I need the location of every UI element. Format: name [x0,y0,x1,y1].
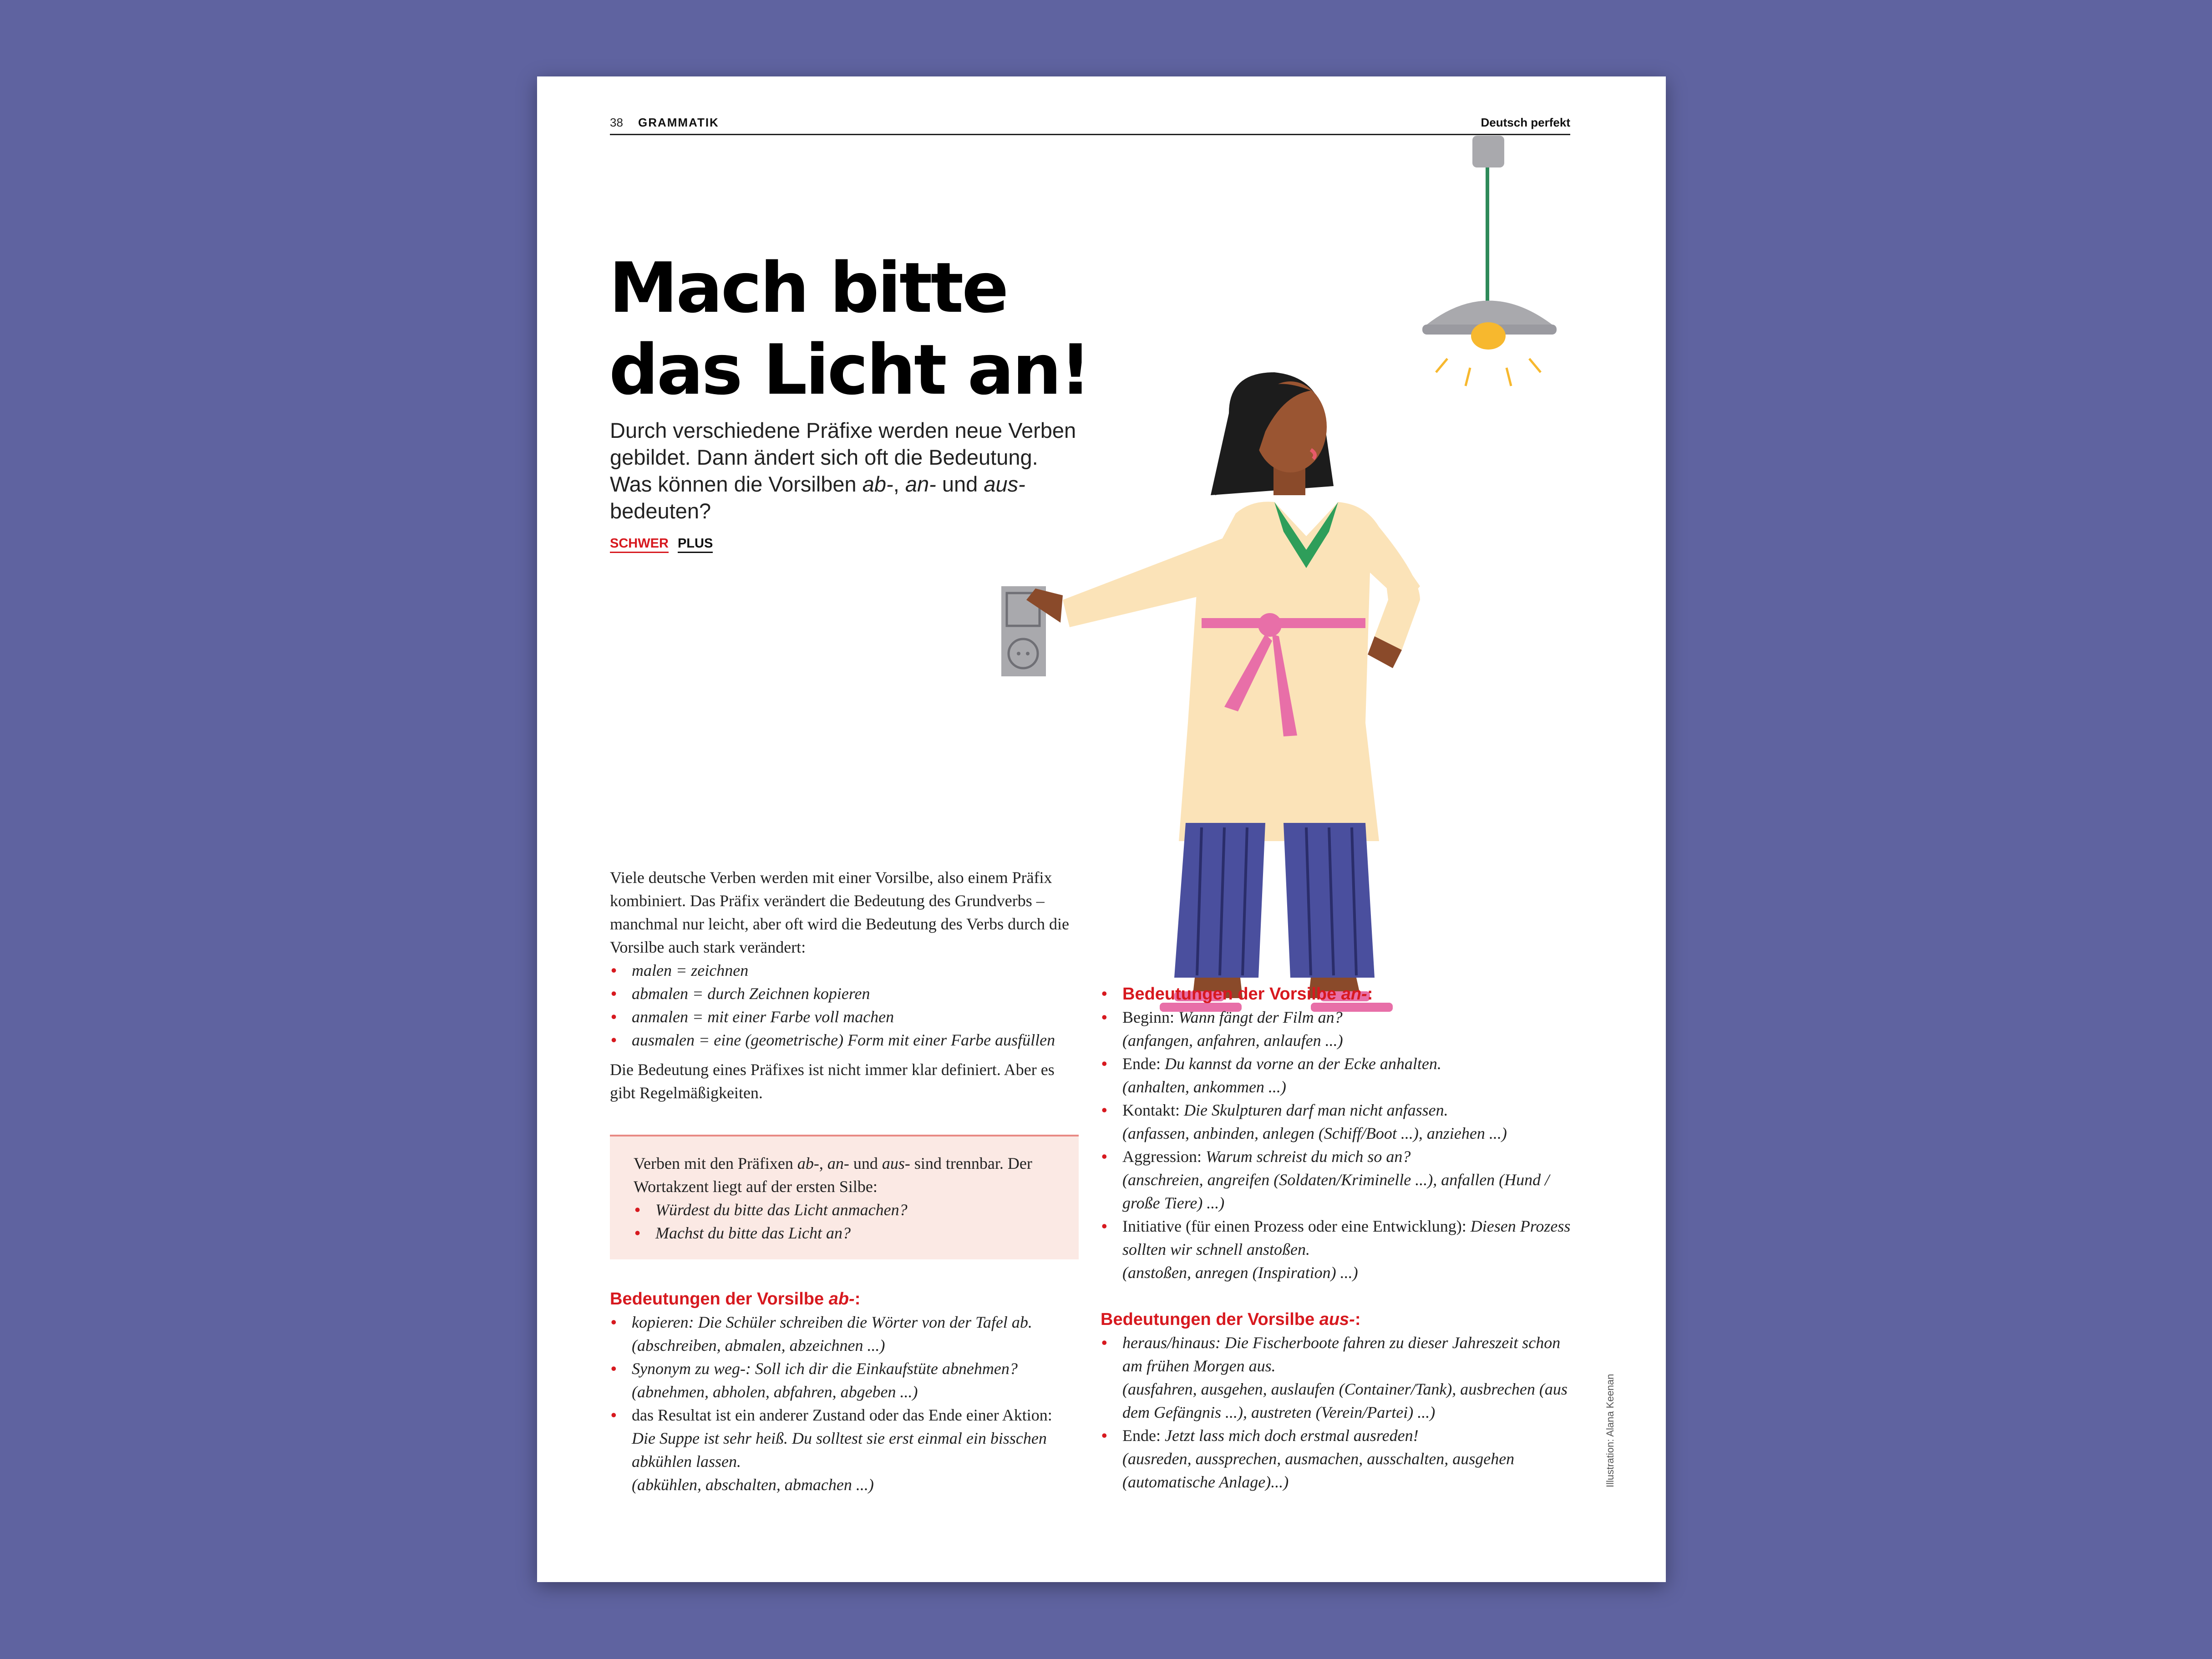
item-words: (ausreden, aussprechen, ausmachen, ausschalten, ausgehen (automatische Anlage)...) [1122,1450,1515,1491]
item-lead: kopieren: [632,1313,698,1331]
list-item [1101,1215,1572,1284]
level-badges [610,536,713,551]
list-item: • abmalen = durch Zeichnen kopieren [610,982,1079,1005]
lead-sep: und [936,472,984,496]
heading-colon: : [1355,1310,1361,1329]
list-item [1101,1145,1572,1215]
magazine-page [537,76,1666,1582]
info-example-list [634,1198,1070,1245]
item-lead: Initiative (für einen Prozess oder eine Entwicklung): [1122,1217,1471,1235]
list-item [1101,1099,1572,1145]
list-item [1101,1424,1572,1494]
list-item [1101,1006,1572,1052]
intro-paragraph: Viele deutsche Verben werden mit einer Vorsilbe, also einem Präfix kombiniert. Das Präfix verändert die Bedeutung des Grundverbs – manchmal nur leicht, aber oft wird die Bedeutung des Verbs durch die Vorsilbe auch stark verändert: [610,868,1070,956]
lead-prefix-an: an- [905,472,936,496]
item-words: (anhalten, ankommen ...) [1122,1078,1286,1096]
aus-heading [1101,1308,1572,1331]
magazine-name: Deutsch perfekt [1481,116,1570,129]
ab-list [610,1311,1079,1497]
title-line-2: das Licht an! [609,330,1090,410]
lead-text: Durch verschiedene Präfixe werden neue Verben gebildet. Dann ändert sich oft die Bedeutung. Was können die Vorsilben [610,418,1076,496]
list-item: • malen = zeichnen [610,959,1079,982]
an-heading [1122,984,1373,1004]
heading-text: Bedeutungen der Vorsilbe [1101,1310,1319,1329]
list-item: • ausmalen = eine (geometrische) Form mit einer Farbe ausfüllen [610,1029,1079,1052]
item-example: Die Skulpturen darf man nicht anfassen. [1183,1101,1448,1119]
item-example: Soll ich dir die Einkaufstüte abnehmen? [755,1360,1018,1378]
article-title [609,247,1110,411]
item-words: (anfassen, anbinden, anlegen (Schiff/Boot ...), anziehen ...) [1122,1124,1507,1142]
list-item [1101,1331,1572,1424]
info-box [610,1135,1079,1259]
list-item [610,1357,1079,1404]
list-item [610,1311,1079,1357]
item-words: (anfangen, anfahren, anlaufen ...) [1122,1031,1343,1050]
level-badge: SCHWER [610,536,669,553]
intro-section [610,866,1079,1105]
item-lead: Beginn: [1122,1008,1178,1026]
section-label: GRAMMATIK [638,116,719,129]
intro-example-list [610,959,1079,1052]
item-words: (abnehmen, abholen, abfahren, abgeben ...) [632,1383,918,1401]
item-words: (abschreiben, abmalen, abzeichnen ...) [632,1336,885,1355]
article-lead [610,417,1083,524]
info-box-text [634,1152,1070,1198]
item-example: Du kannst da vorne an der Ecke anhalten. [1164,1055,1441,1073]
item-example: Die Schüler schreiben die Wörter von der Tafel ab. [698,1313,1032,1331]
item-words: (ausfahren, ausgehen, auslaufen (Container/Tank), ausbrechen (aus dem Gefängnis ...), austreten (Verein/Partei) ...) [1122,1380,1568,1421]
list-item: • Machst du bitte das Licht an? [634,1222,1070,1245]
info-prefix-aus: aus- [882,1154,910,1172]
item-words: (anschreien, angreifen (Soldaten/Kriminelle ...), anfallen (Hund / große Tiere) ...) [1122,1171,1550,1212]
item-words: (anstoßen, anregen (Inspiration) ...) [1122,1263,1358,1282]
item-lead: Ende: [1122,1426,1165,1445]
heading-prefix: aus- [1319,1310,1355,1329]
list-item: • Würdest du bitte das Licht anmachen? [634,1198,1070,1222]
ceiling-lamp-illustration [1422,136,1557,386]
intro-outro: Die Bedeutung eines Präfixes ist nicht immer klar definiert. Aber es gibt Regelmäßigkeiten. [610,1060,1055,1102]
aus-section [1101,1308,1572,1494]
an-heading-item [1101,982,1572,1006]
item-example: Diesen Prozess sollten wir schnell anstoßen. [1122,1217,1571,1258]
info-prefix-an: an- [827,1154,849,1172]
item-example: Warum schreist du mich so an? [1206,1147,1411,1166]
item-example: Die Fischerboote fahren zu dieser Jahreszeit schon am frühen Morgen aus. [1122,1334,1561,1375]
lead-prefix-aus: aus- [984,472,1025,496]
plus-badge: PLUS [678,536,713,553]
item-lead: Ende: [1122,1055,1165,1073]
item-words: (abkühlen, abschalten, abmachen ...) [632,1476,874,1494]
title-line-1: Mach bitte [609,248,1007,328]
info-prefix-ab: ab- [797,1154,819,1172]
info-text: sind trennbar. Der Wortakzent liegt auf der ersten Silbe: [634,1154,1032,1196]
lead-sep: , [893,472,905,496]
list-item [610,1404,1079,1497]
an-section [1101,982,1572,1284]
heading-colon: : [854,1289,861,1309]
heading-text: Bedeutungen der Vorsilbe [1122,984,1341,1004]
lead-prefix-ab: ab- [862,472,893,496]
ab-heading [610,1287,1079,1311]
info-text: und [849,1154,882,1172]
page-number: 38 [610,116,623,129]
info-text: , [819,1154,827,1172]
item-example: Wann fängt der Film an? [1178,1008,1343,1026]
aus-list [1101,1331,1572,1494]
item-lead: Aggression: [1122,1147,1206,1166]
an-list [1101,982,1572,1284]
item-example: Die Suppe ist sehr heiß. Du solltest sie erst einmal ein bisschen abkühlen lassen. [632,1429,1047,1471]
illustration-credit: Illustration: Alana Keenan [1604,1374,1616,1487]
item-lead: heraus/hinaus: [1122,1334,1225,1352]
heading-colon: : [1367,984,1373,1004]
item-lead: das Resultat ist ein anderer Zustand oder das Ende einer Aktion: [632,1406,1052,1424]
heading-prefix: ab- [828,1289,855,1309]
heading-prefix: an- [1341,984,1367,1004]
ab-section [610,1287,1079,1497]
lead-text-end: bedeuten? [610,499,711,523]
list-item: • anmalen = mit einer Farbe voll machen [610,1005,1079,1029]
heading-text: Bedeutungen der Vorsilbe [610,1289,829,1309]
item-lead: Synonym zu weg-: [632,1360,755,1378]
item-example: Jetzt lass mich doch erstmal ausreden! [1164,1426,1419,1445]
info-text: Verben mit den Präfixen [634,1154,797,1172]
item-lead: Kontakt: [1122,1101,1184,1119]
list-item [1101,1052,1572,1099]
